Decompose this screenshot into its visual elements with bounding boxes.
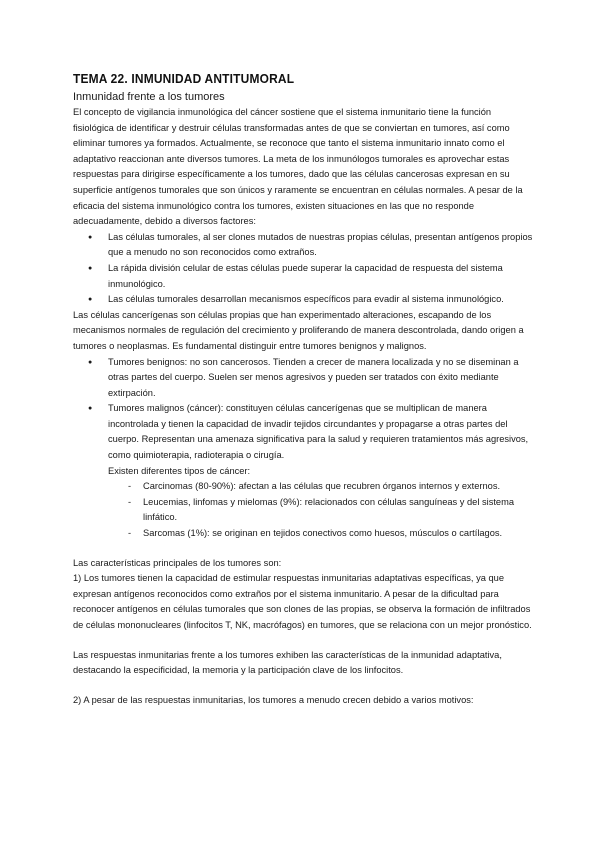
document-page [73, 70, 533, 708]
page-title: TEMA 22. INMUNIDAD ANTITUMORAL [73, 71, 295, 86]
punto-1-paragraph: 1) Los tumores tienen la capacidad de estimular respuestas inmunitarias adaptativas específicas, ya que expresan antígenos reconocidos como extraños por el sistema inmunitario. A pesar de la dificultad para reconocer antígenos en células tumorales que son clones de las propias, se observa la formación de infiltrados de células mononucleares (linfocitos T, NK, macrófagos) en tumores, que se relaciona con un mejor pronóstico. [73, 573, 532, 630]
cancerigenas-paragraph: Las células cancerígenas son células propias que han experimentado alteraciones, escapando de los mecanismos normales de regulación del crecimiento y proliferando de manera descontrolada, dando origen a tumores o neoplasmas. Es fundamental distinguir entre tumores benignos y malignos. [73, 309, 524, 351]
intro-paragraph: El concepto de vigilancia inmunológica del cáncer sostiene que el sistema inmunitario tiene la función fisiológica de identificar y destruir células transformadas antes de que se conviertan en tumores, así como eliminar tumores ya formados. Actualmente, se reconoce que tanto el sistema inmunitario innato como el adaptativo reaccionan ante diversos tumores. La meta de los inmunólogos tumorales es aprovechar estas respuestas para dirigirse específicamente a los tumores, dado que las células cancerosas expresan en su superficie antígenos tumorales que son únicos y raramente se encuentran en células normales. A pesar de la eficacia del sistema inmunológico contra los tumores, existen situaciones en las que no responde adecuadamente, debido a diversos factores: [73, 107, 523, 227]
list-item: - Carcinomas (80-90%): afectan a las células que recubren órganos internos y externos. [143, 479, 533, 495]
factors-list [73, 230, 533, 308]
list-item: ● Las células tumorales, al ser clones mutados de nuestras propias células, presentan antígenos propios que a menudo no son reconocidos como extraños. [108, 230, 533, 261]
list-item: - Sarcomas (1%): se originan en tejidos conectivos como huesos, músculos o cartílagos. [143, 526, 533, 542]
spacer [73, 634, 533, 648]
punto-2-paragraph: 2) A pesar de las respuestas inmunitarias, los tumores a menudo crecen debido a varios motivos: [73, 694, 474, 705]
respuestas-paragraph: Las respuestas inmunitarias frente a los tumores exhiben las características de la inmunidad adaptativa, destacando la especificidad, la memoria y la participación clave de los linfocitos. [73, 649, 502, 676]
cancer-types-list [108, 479, 533, 541]
list-item: - Leucemias, linfomas y mielomas (9%): relacionados con células sanguíneas y del sistema linfático. [143, 495, 533, 526]
malignos-text: Tumores malignos (cáncer): constituyen células cancerígenas que se multiplican de manera incontrolada y tienen la capacidad de invadir tejidos circundantes y propagarse a otras partes del cuerpo. Representan una amenaza significativa para la salud y requieren tratamientos más agresivos, como quimioterapia, radioterapia o cirugía. [108, 403, 529, 461]
cancer-types-intro: Existen diferentes tipos de cáncer: [108, 465, 251, 476]
caracteristicas-intro: Las características principales de los tumores son: [73, 557, 282, 568]
list-item: ● La rápida división celular de estas células puede superar la capacidad de respuesta del sistema inmunológico. [108, 261, 533, 292]
section-subtitle: Inmunidad frente a los tumores [73, 91, 225, 103]
list-item-benignos: ● Tumores benignos: no son cancerosos. Tienden a crecer de manera localizada y no se diseminan a otras partes del cuerpo. Suelen ser menos agresivos y pueden ser tratados con éxito mediante extirpación. [108, 355, 533, 402]
spacer [73, 542, 533, 556]
spacer [73, 679, 533, 693]
list-item-malignos [108, 401, 533, 541]
tumor-types-list [73, 355, 533, 542]
list-item: ● Las células tumorales desarrollan mecanismos específicos para evadir al sistema inmunológico. [108, 292, 533, 308]
